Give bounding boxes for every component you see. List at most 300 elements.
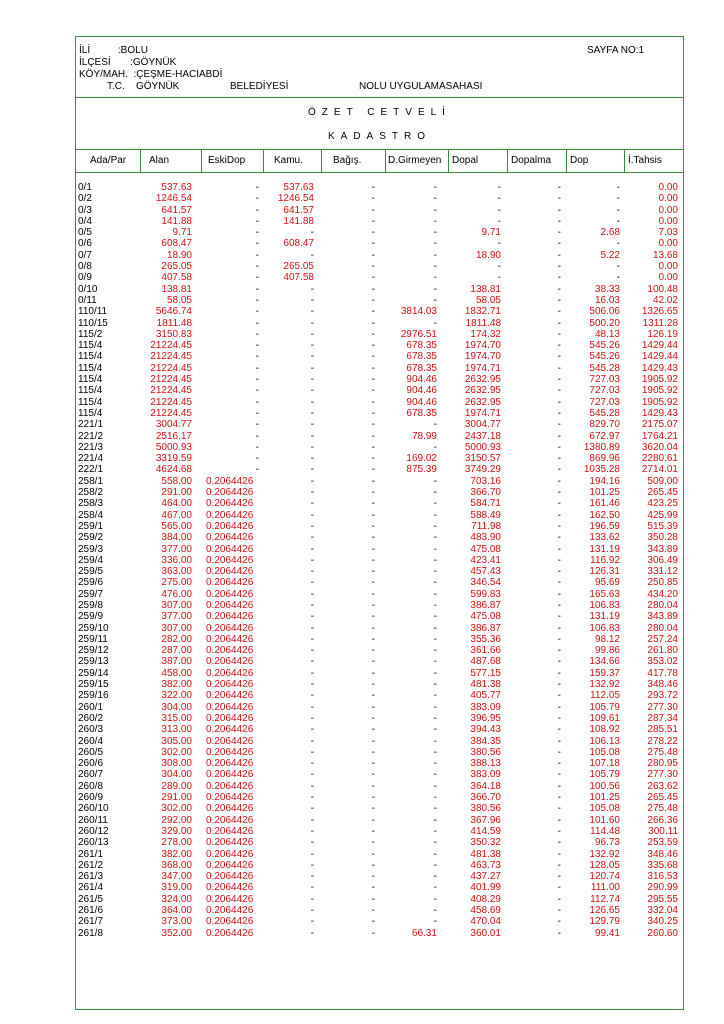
cell-eski-dop: 0.2064426 (206, 588, 254, 600)
table-row (75, 589, 684, 600)
cell-eski-dop: 0.2064426 (206, 645, 254, 657)
cell-kamu: - (310, 622, 314, 634)
cell-alan: 1811.48 (156, 317, 192, 329)
cell-eski-dop: - (255, 227, 259, 239)
cell-bagis: - (371, 905, 375, 916)
column-header-dopalma: Dopalma (511, 155, 552, 166)
table-row (75, 724, 684, 735)
cell-d-girmeyen: - (433, 769, 437, 781)
cell-kamu: 265.05 (283, 261, 314, 273)
cell-eski-dop: - (255, 328, 259, 340)
cell-alan: 322.00 (161, 690, 192, 702)
cell-d-girmeyen: - (433, 656, 437, 668)
cell-dopal: 355.36 (470, 633, 501, 645)
cell-bagis: - (371, 735, 375, 747)
cell-ada-par: 260/2 (78, 712, 104, 724)
cell-dopal: 2632.95 (464, 385, 501, 397)
cell-kamu: - (310, 690, 314, 702)
cell-dop: 120.74 (589, 871, 620, 883)
cell-dopal: - (497, 272, 501, 284)
cell-d-girmeyen: - (433, 792, 437, 804)
cell-d-girmeyen: - (433, 498, 437, 510)
cell-ada-par: 260/6 (78, 758, 104, 770)
cell-i-tahsis: 285.51 (647, 724, 678, 736)
table-row (75, 284, 684, 295)
table-row (75, 453, 684, 464)
cell-d-girmeyen: - (433, 294, 437, 306)
cell-ada-par: 115/2 (78, 328, 103, 340)
cell-bagis: - (371, 351, 375, 363)
cell-alan: 21224.45 (150, 407, 192, 419)
cell-bagis: - (371, 769, 375, 781)
table-row (75, 250, 684, 261)
cell-d-girmeyen: - (433, 577, 437, 589)
cell-bagis: - (371, 532, 375, 544)
cell-i-tahsis: 293.72 (647, 690, 678, 702)
goynuk-label: GÖYNÜK (136, 81, 180, 92)
cell-ada-par: 0/11 (78, 294, 97, 306)
cell-kamu: - (310, 724, 314, 736)
cell-dopal: 599.83 (470, 588, 501, 600)
cell-dop: 162.50 (589, 509, 620, 521)
cell-bagis: - (371, 215, 375, 227)
cell-d-girmeyen: - (433, 227, 437, 239)
cell-alan: 336.00 (161, 554, 192, 566)
cell-i-tahsis: 417.78 (647, 667, 678, 679)
cell-dopal: 577.15 (470, 667, 501, 679)
cell-eski-dop: - (255, 430, 259, 442)
cell-alan: 304.00 (161, 769, 192, 781)
cell-dop: 131.19 (589, 543, 620, 555)
cell-dopalma: - (557, 656, 561, 668)
cell-d-girmeyen: 3814.03 (400, 306, 437, 318)
column-header-kamu: Kamu. (274, 155, 303, 166)
cell-dop: 2.68 (600, 227, 620, 239)
cell-i-tahsis: 0.00 (658, 272, 678, 284)
cell-d-girmeyen: - (433, 193, 437, 205)
cell-d-girmeyen: - (433, 780, 437, 792)
cell-ada-par: 259/5 (78, 566, 104, 578)
cell-kamu: 1246.54 (277, 193, 314, 205)
cell-dop: 16.03 (594, 294, 620, 306)
cell-ada-par: 259/11 (78, 633, 108, 645)
cell-dopal: 711.98 (471, 520, 501, 532)
cell-dop: 132.92 (589, 848, 620, 860)
cell-i-tahsis: 3620.04 (641, 441, 678, 453)
cell-eski-dop: - (255, 283, 259, 295)
cell-dopalma: - (557, 407, 561, 419)
koy-label: KÖY/MAH. :ÇEŞME-HACIABDİ (79, 69, 223, 80)
cell-dop: 98.12 (594, 633, 620, 645)
cell-alan: 18.90 (166, 249, 192, 261)
table-row (75, 555, 684, 566)
cell-d-girmeyen: - (433, 475, 437, 487)
cell-dop: 114.48 (590, 825, 620, 837)
cell-dop: 134.66 (589, 656, 620, 668)
column-header-dopal: Dopal (452, 155, 479, 166)
cell-bagis: - (371, 475, 375, 487)
cell-dopalma: - (557, 769, 561, 781)
cell-dopalma: - (557, 758, 561, 770)
column-header-top-line (75, 149, 684, 150)
cell-kamu: - (310, 656, 314, 668)
cell-bagis: - (371, 182, 375, 193)
cell-kamu: - (310, 577, 314, 589)
cell-eski-dop: 0.2064426 (206, 859, 254, 871)
cell-ada-par: 260/11 (78, 814, 108, 826)
cell-dopal: 366.70 (470, 487, 501, 499)
cell-alan: 265.05 (161, 261, 192, 273)
cell-kamu: - (310, 712, 314, 724)
cell-dopalma: - (557, 825, 561, 837)
cell-eski-dop: 0.2064426 (206, 509, 254, 521)
cell-d-girmeyen: 904.46 (406, 374, 437, 386)
cell-dopal: 408.29 (470, 893, 501, 905)
cell-d-girmeyen: 2976.51 (400, 328, 437, 340)
cell-ada-par: 115/4 (78, 374, 103, 386)
cell-dopalma: - (557, 351, 561, 363)
cell-dopal: - (497, 238, 501, 250)
cell-bagis: - (371, 701, 375, 713)
cell-ada-par: 260/3 (78, 724, 104, 736)
cell-i-tahsis: 353.02 (647, 656, 678, 668)
cell-ada-par: 259/15 (78, 679, 109, 691)
cell-ada-par: 0/10 (78, 283, 98, 295)
cell-dopal: 9.71 (481, 227, 501, 239)
cell-eski-dop: 0.2064426 (206, 848, 254, 860)
cell-i-tahsis: 280.95 (647, 758, 678, 770)
table-row (75, 928, 684, 939)
cell-ada-par: 0/8 (78, 261, 92, 273)
table-row (75, 205, 684, 216)
cell-dop: 545.26 (589, 351, 620, 363)
cell-kamu: - (310, 249, 314, 261)
cell-alan: 141.88 (161, 215, 192, 227)
cell-alan: 21224.45 (150, 374, 192, 386)
table-row (75, 758, 684, 769)
cell-kamu: - (310, 498, 314, 510)
cell-alan: 307.00 (161, 622, 192, 634)
table-row (75, 611, 684, 622)
table-row (75, 769, 684, 780)
cell-kamu: - (310, 532, 314, 544)
cell-bagis: - (371, 622, 375, 634)
cell-i-tahsis: 266.36 (647, 814, 678, 826)
cell-ada-par: 115/4 (78, 396, 103, 408)
cell-d-girmeyen: - (433, 724, 437, 736)
cell-dopal: 470.04 (470, 916, 501, 928)
cell-ada-par: 0/5 (78, 227, 92, 239)
cell-alan: 3150.83 (155, 328, 192, 340)
cell-dop: 545.28 (589, 407, 620, 419)
cell-d-girmeyen: - (433, 746, 437, 758)
cell-ada-par: 259/14 (78, 667, 109, 679)
cell-ada-par: 259/2 (78, 532, 104, 544)
cell-dop: 196.59 (589, 520, 620, 532)
cell-kamu: - (310, 611, 314, 623)
cell-ada-par: 259/8 (78, 599, 104, 611)
cell-alan: 307.00 (161, 599, 192, 611)
cell-kamu: - (310, 735, 314, 747)
table-row (75, 577, 684, 588)
cell-dopal: 174.32 (470, 328, 501, 340)
cell-dopalma: - (557, 182, 561, 193)
cell-dop: 5.22 (600, 249, 620, 261)
cell-ada-par: 260/8 (78, 780, 104, 792)
cell-i-tahsis: 263.62 (647, 780, 678, 792)
cell-dopalma: - (557, 633, 561, 645)
cell-eski-dop: 0.2064426 (206, 622, 254, 634)
cell-d-girmeyen: 678.35 (406, 407, 437, 419)
cell-bagis: - (371, 543, 375, 555)
cell-alan: 289.00 (161, 780, 192, 792)
cell-dop: 38.33 (594, 283, 620, 295)
il-label: İLİ :BOLU (79, 45, 148, 56)
cell-bagis: - (371, 859, 375, 871)
cell-d-girmeyen: - (433, 272, 437, 284)
cell-alan: 302.00 (161, 746, 192, 758)
cell-d-girmeyen: - (433, 825, 437, 837)
cell-eski-dop: 0.2064426 (206, 735, 254, 747)
cell-kamu: - (310, 362, 314, 374)
cell-alan: 363.00 (161, 566, 192, 578)
cell-d-girmeyen: 678.35 (406, 351, 437, 363)
cell-dop: 132.92 (589, 679, 620, 691)
column-header-d-girmeyen: D.Girmeyen (388, 155, 442, 166)
cell-alan: 5646.74 (155, 306, 192, 318)
table-row (75, 792, 684, 803)
cell-alan: 384.00 (161, 532, 192, 544)
cell-d-girmeyen: - (433, 814, 437, 826)
cell-ada-par: 0/2 (78, 193, 92, 205)
cell-dop: 106.83 (589, 622, 620, 634)
cell-dop: 116.92 (590, 554, 620, 566)
cell-dopal: 386.87 (470, 622, 501, 634)
cell-dopal: 360.01 (470, 927, 501, 939)
table-row (75, 329, 684, 340)
belediye-label: BELEDİYESİ (230, 81, 289, 92)
cell-dop: 159.37 (589, 667, 620, 679)
cell-ada-par: 261/3 (78, 871, 104, 883)
table-row (75, 521, 684, 532)
cell-i-tahsis: 350.28 (647, 532, 678, 544)
cell-i-tahsis: 434.20 (647, 588, 678, 600)
cell-dop: 500.20 (589, 317, 620, 329)
cell-dop: 133.62 (589, 532, 620, 544)
cell-dop: 101.60 (589, 814, 620, 826)
cell-bagis: - (371, 430, 375, 442)
cell-ada-par: 0/7 (78, 249, 92, 261)
cell-dopalma: - (557, 396, 561, 408)
table-row (75, 815, 684, 826)
cell-alan: 387.00 (161, 656, 192, 668)
cell-bagis: - (371, 441, 375, 453)
cell-alan: 324.00 (161, 893, 192, 905)
cell-dopal: 703.16 (470, 475, 501, 487)
cell-d-girmeyen: - (433, 905, 437, 916)
table-row (75, 261, 684, 272)
table-row (75, 431, 684, 442)
cell-dopalma: - (557, 328, 561, 340)
cell-dopalma: - (557, 927, 561, 939)
cell-dopal: 405.77 (470, 690, 501, 702)
cell-kamu: - (310, 916, 314, 928)
cell-d-girmeyen: 904.46 (406, 396, 437, 408)
cell-dopalma: - (557, 317, 561, 329)
cell-kamu: - (310, 554, 314, 566)
cell-alan: 464.00 (161, 498, 192, 510)
cell-kamu: - (310, 385, 314, 397)
table-row (75, 634, 684, 645)
cell-dopalma: - (557, 554, 561, 566)
column-divider (624, 149, 625, 172)
cell-bagis: - (371, 227, 375, 239)
cell-dopal: 138.81 (470, 283, 501, 295)
cell-dopalma: - (557, 701, 561, 713)
cell-kamu: - (310, 905, 314, 916)
cell-dopal: 481.38 (470, 679, 501, 691)
cell-i-tahsis: 515.39 (647, 520, 678, 532)
cell-bagis: - (371, 712, 375, 724)
cell-alan: 407.58 (161, 272, 192, 284)
cell-dopalma: - (557, 204, 561, 216)
cell-dopal: 475.08 (470, 543, 501, 555)
cell-bagis: - (371, 374, 375, 386)
cell-eski-dop: 0.2064426 (206, 566, 254, 578)
table-row (75, 668, 684, 679)
table-row (75, 894, 684, 905)
cell-i-tahsis: 280.04 (647, 622, 678, 634)
cell-eski-dop: 0.2064426 (206, 498, 254, 510)
cell-dop: 727.03 (589, 396, 620, 408)
cell-bagis: - (371, 679, 375, 691)
cell-ada-par: 0/6 (78, 238, 92, 250)
cell-dopal: 2437.18 (464, 430, 501, 442)
cell-eski-dop: - (255, 249, 259, 261)
cell-bagis: - (371, 916, 375, 928)
cell-d-girmeyen: 66.31 (411, 927, 437, 939)
cell-kamu: - (310, 825, 314, 837)
table-row (75, 363, 684, 374)
table-row (75, 238, 684, 249)
cell-ada-par: 259/10 (78, 622, 109, 634)
cell-dop: 106.83 (589, 599, 620, 611)
cell-bagis: - (371, 261, 375, 273)
cell-ada-par: 261/7 (78, 916, 104, 928)
cell-kamu: - (310, 667, 314, 679)
cell-dopal: 1974.70 (464, 340, 501, 352)
cell-dopalma: - (557, 667, 561, 679)
cell-dop: 129.79 (589, 916, 620, 928)
cell-bagis: - (371, 509, 375, 521)
cell-d-girmeyen: - (433, 882, 437, 894)
cell-kamu: - (310, 340, 314, 352)
cell-i-tahsis: 2714.01 (641, 464, 678, 476)
cell-alan: 21224.45 (150, 362, 192, 374)
cell-dop: 1035.28 (583, 464, 620, 476)
header-divider (75, 97, 684, 98)
table-row (75, 532, 684, 543)
cell-bagis: - (371, 825, 375, 837)
cell-dopal: 2632.95 (464, 396, 501, 408)
cell-dop: - (616, 193, 620, 205)
cell-ada-par: 110/11 (78, 306, 108, 318)
cell-d-girmeyen: - (433, 543, 437, 555)
table-row (75, 645, 684, 656)
cell-dop: 545.28 (589, 362, 620, 374)
cell-dop: 126.65 (589, 905, 620, 916)
cell-dop: 165.63 (589, 588, 620, 600)
cell-ada-par: 115/4 (78, 340, 103, 352)
cell-bagis: - (371, 656, 375, 668)
cell-eski-dop: - (255, 215, 259, 227)
cell-dopal: 367.96 (470, 814, 501, 826)
cell-dop: 105.08 (589, 746, 620, 758)
cell-i-tahsis: 340.25 (647, 916, 678, 928)
table-row (75, 826, 684, 837)
cell-d-girmeyen: - (433, 487, 437, 499)
summary-title: ÖZET CETVELİ (308, 107, 451, 118)
cell-dop: 727.03 (589, 385, 620, 397)
table-row (75, 544, 684, 555)
cell-dopalma: - (557, 577, 561, 589)
cell-eski-dop: 0.2064426 (206, 554, 254, 566)
cell-alan: 304.00 (161, 701, 192, 713)
cell-bagis: - (371, 193, 375, 205)
cell-i-tahsis: 253.59 (647, 837, 678, 849)
cell-bagis: - (371, 520, 375, 532)
cell-dopal: 3150.57 (464, 453, 501, 465)
cell-kamu: - (310, 746, 314, 758)
cell-kamu: 608.47 (283, 238, 314, 250)
cell-ada-par: 259/4 (78, 554, 104, 566)
cell-bagis: - (371, 283, 375, 295)
cell-ada-par: 259/9 (78, 611, 104, 623)
cell-dop: 727.03 (589, 374, 620, 386)
cell-i-tahsis: 7.03 (658, 227, 678, 239)
cell-d-girmeyen: - (433, 735, 437, 747)
cell-ada-par: 221/1 (78, 419, 104, 431)
cell-dopalma: - (557, 893, 561, 905)
column-header-alan: Alan (149, 155, 170, 166)
cell-alan: 458.00 (161, 667, 192, 679)
cell-dopalma: - (557, 690, 561, 702)
cell-kamu: - (310, 859, 314, 871)
cell-dopalma: - (557, 532, 561, 544)
cell-ada-par: 260/13 (78, 837, 109, 849)
cell-bagis: - (371, 667, 375, 679)
cell-dopalma: - (557, 238, 561, 250)
cell-d-girmeyen: - (433, 633, 437, 645)
cell-bagis: - (371, 577, 375, 589)
cell-alan: 291.00 (161, 792, 192, 804)
cell-alan: 278.00 (161, 837, 192, 849)
cell-dop: 99.86 (594, 645, 620, 657)
cell-ada-par: 222/1 (78, 464, 104, 476)
table-row (75, 905, 684, 916)
cell-d-girmeyen: - (433, 204, 437, 216)
cell-kamu: - (310, 283, 314, 295)
table-row (75, 837, 684, 848)
cell-ada-par: 258/3 (78, 498, 104, 510)
cell-i-tahsis: 1429.44 (641, 351, 678, 363)
cell-ada-par: 259/1 (78, 520, 104, 532)
cell-dopalma: - (557, 215, 561, 227)
cell-eski-dop: 0.2064426 (206, 769, 254, 781)
cell-bagis: - (371, 407, 375, 419)
table-row (75, 464, 684, 475)
cell-alan: 308.00 (161, 758, 192, 770)
